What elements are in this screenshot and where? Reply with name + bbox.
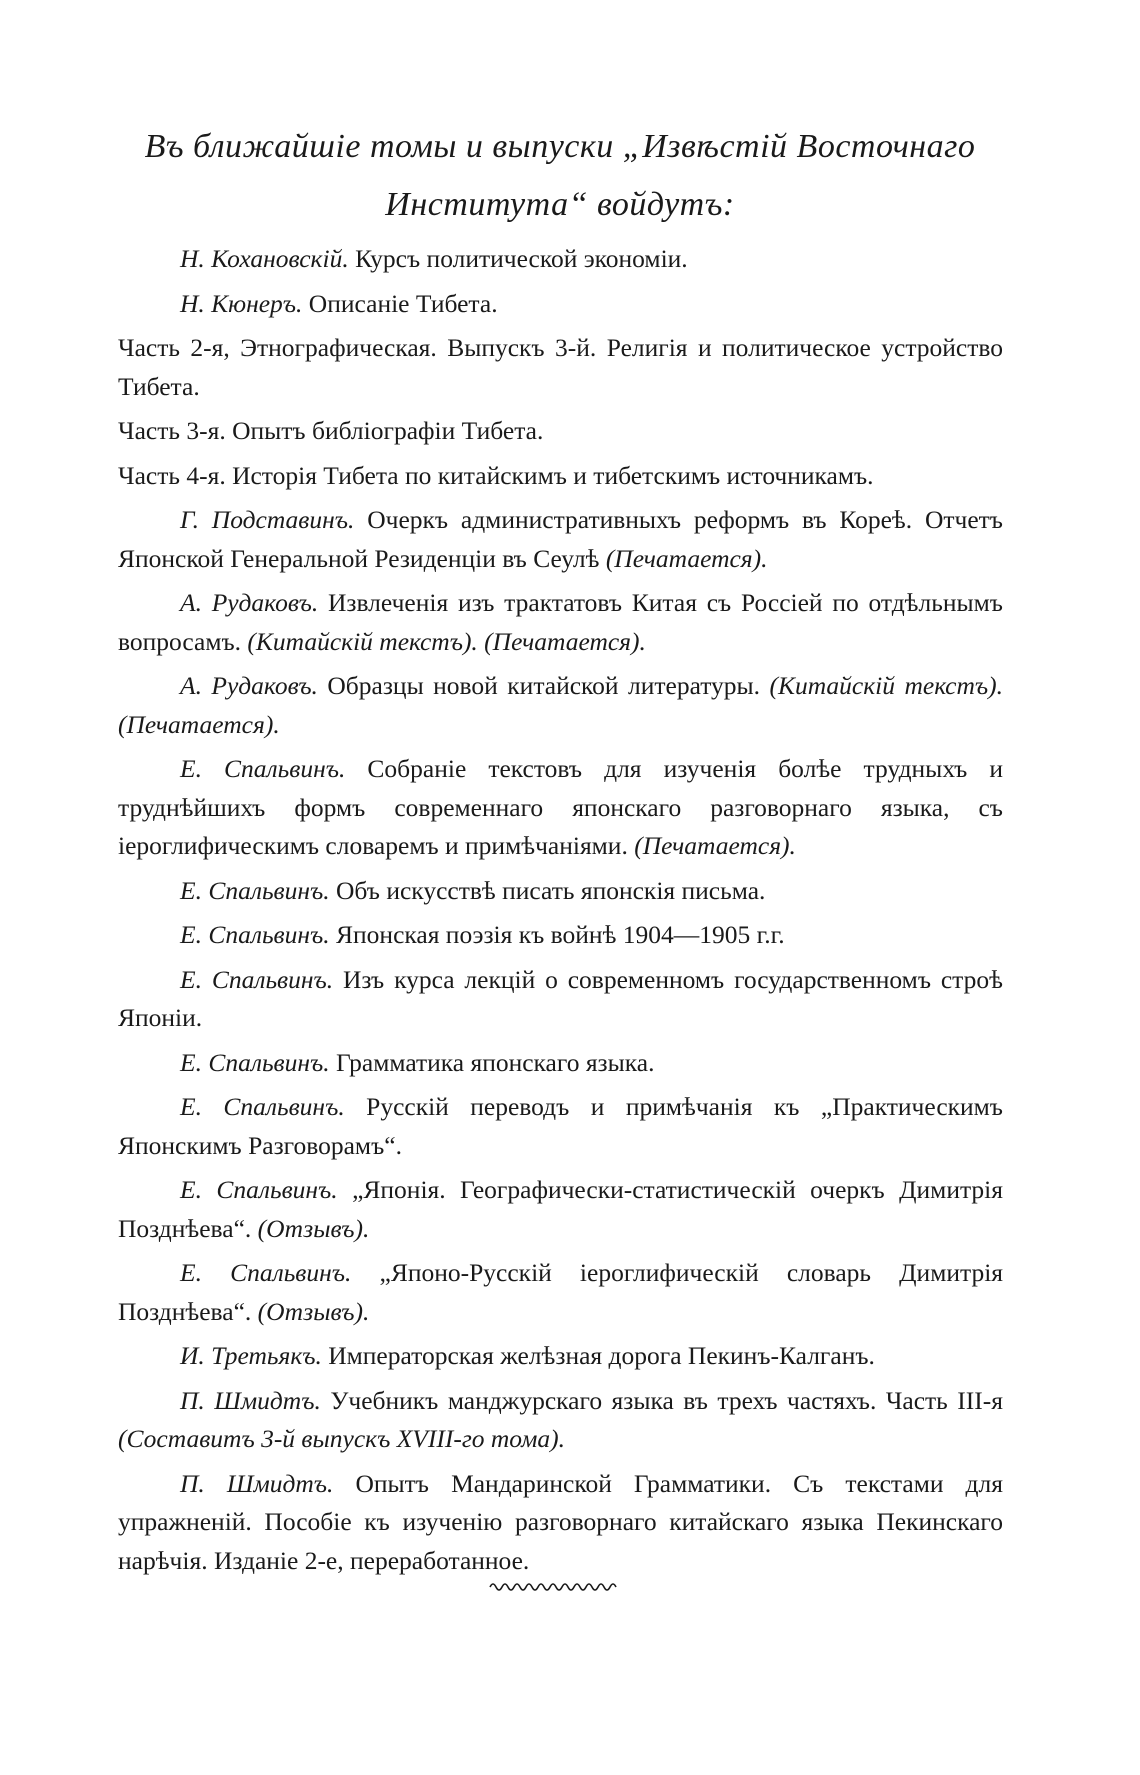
entry-text: Опытъ Мандаринской Грамматики. Съ текстами для упражненій. Пособіе къ изученію разговорнаго китайскаго языка Пекинскаго нарѣчія. Изданіе 2-е, переработанное. <box>118 1468 1003 1575</box>
entry-author: П. Шмидтъ. <box>180 1385 321 1415</box>
entry-author: Е. Спальвинъ. <box>180 1175 338 1204</box>
entry-author: Е. Спальвинъ. <box>180 920 330 949</box>
list-item <box>118 1254 1003 1331</box>
entry-author: П. Шмидтъ. <box>180 1468 334 1498</box>
entry-author: Е. Спальвинъ. <box>180 1047 330 1077</box>
heading-line-2: Института“ войдутъ: <box>385 186 735 223</box>
list-item <box>118 1044 1003 1083</box>
list-item <box>118 329 1003 406</box>
list-item <box>118 872 1003 911</box>
entry-text: Курсъ политической экономіи. <box>348 244 688 273</box>
list-item <box>118 961 1003 1038</box>
list-item <box>118 285 1003 324</box>
entry-note: (Китайскій текстъ). (Печатается). <box>241 626 646 656</box>
entry-author: Е. Спальвинъ. <box>180 1258 352 1287</box>
entry-text: Объ искусствѣ писать японскія письма. <box>329 875 766 905</box>
entry-text: Извлеченія изъ трактатовъ Китая съ Россіей по отдѣльнымъ вопросамъ. <box>118 588 1003 656</box>
entry-text: Императорская желѣзная дорога Пекинъ-Калганъ. <box>321 1341 875 1370</box>
entry-author: Н. Кохановскій. <box>180 244 349 273</box>
entry-text: Описаніе Тибета. <box>302 288 498 318</box>
publication-list <box>118 240 1003 1586</box>
page-heading <box>110 118 1010 234</box>
entry-author: Е. Спальвинъ. <box>180 754 346 783</box>
entry-text: Часть 3-я. Опытъ библіографіи Тибета. <box>118 416 544 445</box>
list-item <box>118 750 1003 866</box>
entry-author: А. Рудаковъ. <box>180 671 318 700</box>
entry-author: И. Третьякъ. <box>180 1341 322 1370</box>
entry-author: Е. Спальвинъ. <box>180 964 334 994</box>
entry-text: Часть 2-я, Этнографическая. Выпускъ 3-й. Религія и политическое устройство Тибета. <box>118 333 1003 401</box>
list-item <box>118 457 1003 496</box>
entry-author: А. Рудаковъ. <box>180 588 319 617</box>
entry-note: (Китайскій текстъ). (Печатается). <box>118 671 1003 739</box>
entry-text: Учебникъ манджурскаго языка въ трехъ частяхъ. Часть III-я <box>320 1385 1003 1415</box>
entry-author: Н. Кюнеръ. <box>180 288 303 318</box>
list-item <box>118 1382 1003 1459</box>
list-item <box>118 240 1003 279</box>
list-item <box>118 501 1003 578</box>
list-item <box>118 1171 1003 1248</box>
list-item <box>118 1465 1003 1581</box>
entry-author: Г. Подставинъ. <box>180 505 355 534</box>
entry-text: Образцы новой китайской литературы. <box>317 671 761 700</box>
list-item <box>118 584 1003 661</box>
list-item <box>118 1088 1003 1165</box>
entry-author: Е. Спальвинъ. <box>180 875 330 905</box>
entry-text: Очеркъ административныхъ реформъ въ Кореѣ. Отчетъ Японской Генеральной Резиденціи въ Сеулѣ <box>118 505 1003 573</box>
entry-text: „Японія. Географически-статистическій очеркъ Димитрія Позднѣева“. <box>118 1175 1003 1243</box>
entry-note: (Составитъ 3-й выпускъ XVIII-го тома). <box>118 1424 565 1453</box>
list-item <box>118 667 1003 744</box>
heading-line-1: Въ ближайшіе томы и выпуски „Извѣстій Восточнаго <box>144 128 976 165</box>
list-item <box>118 1337 1003 1376</box>
list-item <box>118 412 1003 451</box>
entry-text: Японская поэзія къ войнѣ 1904—1905 г.г. <box>329 920 785 949</box>
ornamental-divider <box>488 1578 620 1592</box>
entry-text: Изъ курса лекцій о современномъ государственномъ строѣ Японіи. <box>118 964 1003 1032</box>
entry-text: Часть 4-я. Исторія Тибета по китайскимъ и тибетскимъ источникамъ. <box>118 460 874 490</box>
entry-author: Е. Спальвинъ. <box>180 1092 345 1121</box>
entry-text: Грамматика японскаго языка. <box>329 1047 655 1077</box>
entry-note: (Отзывъ). <box>251 1296 370 1326</box>
entry-text: Собраніе текстовъ для изученія болѣе трудныхъ и труднѣйшихъ формъ современнаго японскаго разговорнаго языка, съ іероглифическимъ словаремъ и примѣчаніями. <box>118 754 1004 860</box>
entry-note: (Отзывъ). <box>251 1213 370 1243</box>
entry-text: „Японо-Русскій іероглифическій словарь Димитрія Позднѣева“. <box>118 1258 1004 1326</box>
entry-text: Русскій переводъ и примѣчанія къ „Практическимъ Японскимъ Разговорамъ“. <box>118 1092 1003 1160</box>
list-item <box>118 916 1003 955</box>
entry-note: (Печатается). <box>605 543 768 573</box>
entry-note: (Печатается). <box>627 831 796 860</box>
